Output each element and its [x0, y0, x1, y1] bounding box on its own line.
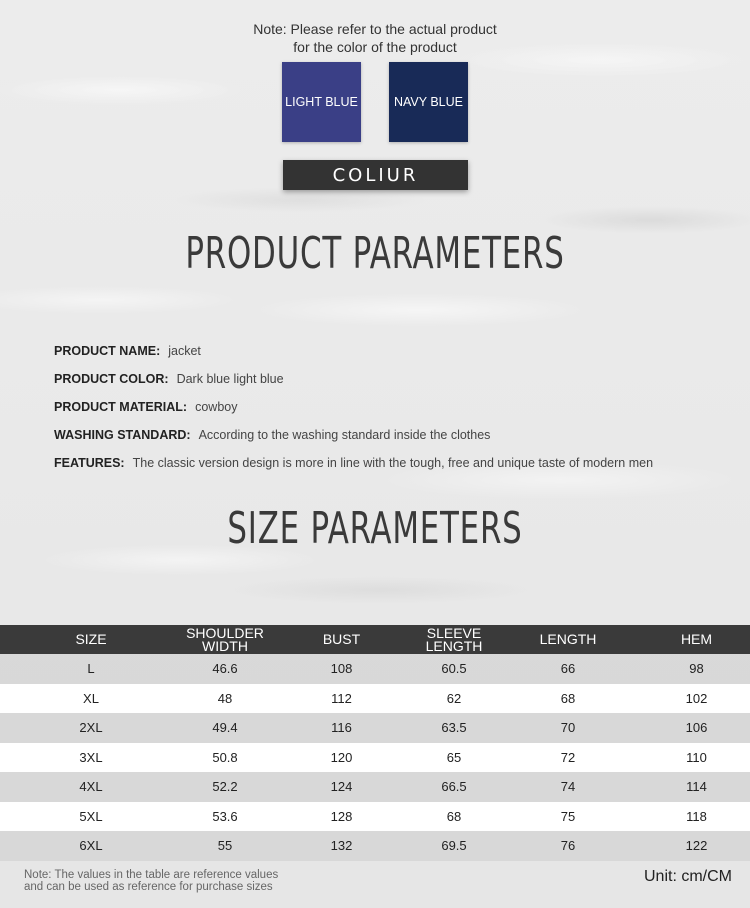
- cell-size: 6XL: [0, 831, 182, 861]
- swatch-navy-blue[interactable]: [389, 62, 468, 142]
- param-label: PRODUCT COLOR:: [54, 372, 169, 386]
- cell-sleeve-length: 62: [415, 684, 493, 714]
- cell-size: 5XL: [0, 802, 182, 832]
- param-value: cowboy: [195, 400, 238, 414]
- table-note-line1: Note: The values in the table are reference values: [24, 869, 279, 881]
- cell-sleeve-length: 63.5: [415, 713, 493, 743]
- param-label: WASHING STANDARD:: [54, 428, 191, 442]
- cell-sleeve-length: 68: [415, 802, 493, 832]
- cell-bust: 124: [268, 772, 415, 802]
- param-row-color: [54, 368, 744, 396]
- cell-hem: 118: [643, 802, 750, 832]
- cell-length: 75: [493, 802, 643, 832]
- param-value: Dark blue light blue: [176, 372, 284, 386]
- param-row-material: [54, 396, 744, 424]
- swatch-navy-blue-label: NAVY BLUE: [393, 95, 463, 109]
- cell-hem: 102: [643, 684, 750, 714]
- param-label: FEATURES:: [54, 456, 125, 470]
- table-note: [24, 869, 384, 893]
- table-row: [0, 713, 750, 743]
- product-parameters-title: PRODUCT PARAMETERS: [185, 228, 565, 279]
- cell-shoulder-width: 53.6: [182, 802, 268, 832]
- cell-shoulder-width: 50.8: [182, 743, 268, 773]
- cell-length: 74: [493, 772, 643, 802]
- swatch-light-blue-label: LIGHT BLUE: [285, 95, 358, 109]
- param-row-washing: [54, 424, 744, 452]
- cell-length: 66: [493, 654, 643, 684]
- size-table-header: [0, 625, 750, 654]
- color-note-line2: for the color of the product: [293, 39, 457, 55]
- unit-label: Unit: cm/CM: [644, 868, 732, 885]
- param-row-name: [54, 340, 744, 368]
- cell-length: 70: [493, 713, 643, 743]
- cell-shoulder-width: 46.6: [182, 654, 268, 684]
- cell-bust: 112: [268, 684, 415, 714]
- header-sleeve-length: SLEEVE LENGTH: [415, 625, 493, 654]
- cell-size: 3XL: [0, 743, 182, 773]
- size-parameters-title: SIZE PARAMETERS: [227, 503, 523, 554]
- cell-bust: 132: [268, 831, 415, 861]
- cell-shoulder-width: 52.2: [182, 772, 268, 802]
- cell-bust: 120: [268, 743, 415, 773]
- table-note-line2: and can be used as reference for purchase sizes: [24, 881, 273, 893]
- product-parameters-list: [54, 340, 744, 480]
- cell-size: L: [0, 654, 182, 684]
- cell-bust: 108: [268, 654, 415, 684]
- color-note: [0, 20, 750, 56]
- param-label: PRODUCT NAME:: [54, 344, 161, 358]
- header-bust: BUST: [268, 625, 415, 654]
- cell-sleeve-length: 66.5: [415, 772, 493, 802]
- cell-sleeve-length: 65: [415, 743, 493, 773]
- cell-shoulder-width: 48: [182, 684, 268, 714]
- swatch-light-blue[interactable]: [282, 62, 361, 142]
- cell-shoulder-width: 49.4: [182, 713, 268, 743]
- cell-shoulder-width: 55: [182, 831, 268, 861]
- cell-size: XL: [0, 684, 182, 714]
- param-value: jacket: [168, 344, 201, 358]
- cell-sleeve-length: 60.5: [415, 654, 493, 684]
- table-row: [0, 831, 750, 861]
- size-table: [0, 625, 750, 861]
- table-row: [0, 684, 750, 714]
- color-note-line1: Note: Please refer to the actual product: [253, 21, 497, 37]
- param-value: According to the washing standard inside the clothes: [198, 428, 491, 442]
- colour-label: COLIUR: [332, 164, 419, 186]
- cell-length: 72: [493, 743, 643, 773]
- param-value: The classic version design is more in line with the tough, free and unique taste of modern men: [132, 456, 654, 470]
- param-row-features: [54, 452, 744, 480]
- header-shoulder-width: SHOULDER WIDTH: [182, 625, 268, 654]
- cell-hem: 110: [643, 743, 750, 773]
- cell-bust: 128: [268, 802, 415, 832]
- header-length: LENGTH: [493, 625, 643, 654]
- table-row: [0, 743, 750, 773]
- cell-hem: 98: [643, 654, 750, 684]
- cell-hem: 106: [643, 713, 750, 743]
- cell-hem: 114: [643, 772, 750, 802]
- colour-label-bar: [283, 160, 468, 190]
- cell-size: 4XL: [0, 772, 182, 802]
- cell-hem: 122: [643, 831, 750, 861]
- header-hem: HEM: [643, 625, 750, 654]
- cell-bust: 116: [268, 713, 415, 743]
- param-label: PRODUCT MATERIAL:: [54, 400, 188, 414]
- header-size: SIZE: [0, 625, 182, 654]
- cell-length: 76: [493, 831, 643, 861]
- table-row: [0, 802, 750, 832]
- cell-size: 2XL: [0, 713, 182, 743]
- cell-sleeve-length: 69.5: [415, 831, 493, 861]
- table-row: [0, 654, 750, 684]
- table-row: [0, 772, 750, 802]
- cell-length: 68: [493, 684, 643, 714]
